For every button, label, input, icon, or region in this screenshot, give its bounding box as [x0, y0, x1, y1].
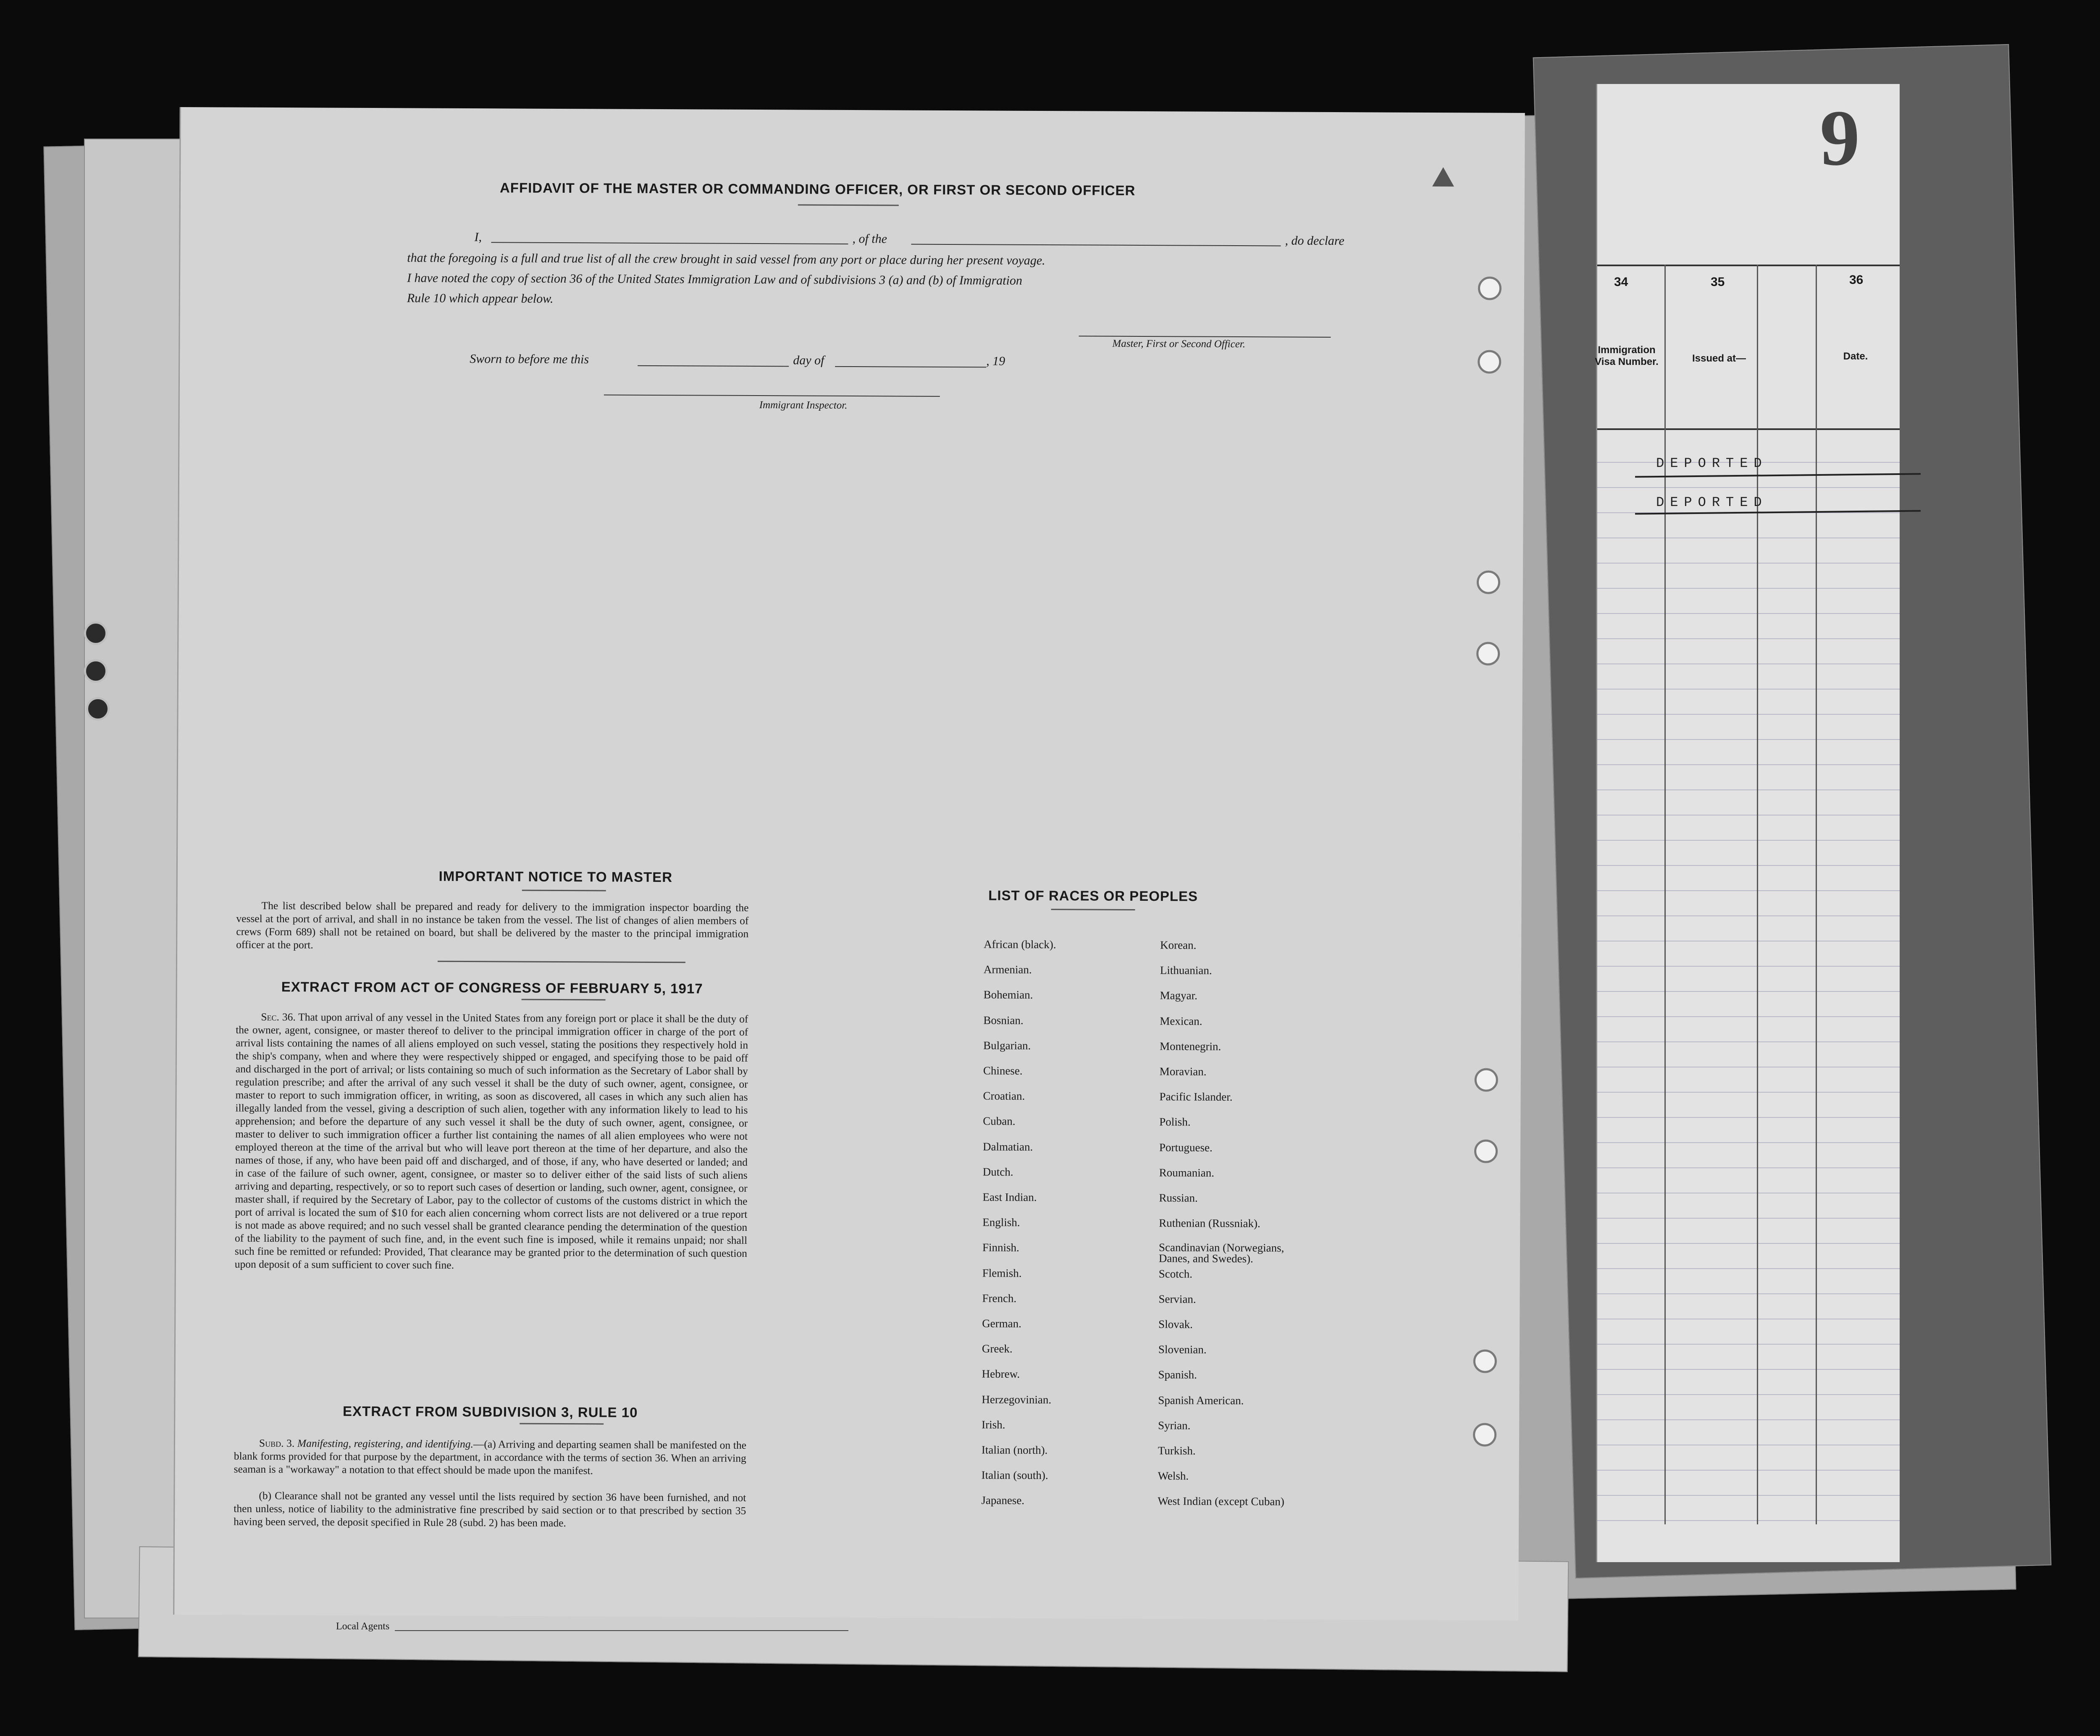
extract-act-lead: Sec. 36.: [261, 1010, 296, 1023]
race-item: Scandinavian (Norwegians, Danes, and Swedes).: [1158, 1241, 1284, 1265]
race-item: Cuban.: [983, 1115, 1016, 1128]
page-number: 9: [1820, 94, 1860, 182]
race-item: Montenegrin.: [1160, 1040, 1221, 1053]
race-item: Dutch.: [982, 1165, 1013, 1178]
punch-hole: [1476, 642, 1500, 666]
extract-act-rule: [522, 999, 606, 1001]
race-item: Welsh.: [1158, 1469, 1189, 1482]
extract-rule-body-b: (b) Clearance shall not be granted any vessel until the lists required by section 36 have been furnished, and not then unless, notice of liability to the administrative fine prescribed by said section or to that prescribed by section 35 having been served, the deposit specified in Rule 28 (subd. 2) has been made.: [234, 1489, 746, 1529]
race-item: Dalmatian.: [983, 1140, 1033, 1153]
races-rule: [1051, 909, 1135, 910]
punch-hole: [1478, 277, 1502, 300]
race-item: Croatian.: [983, 1089, 1025, 1103]
race-item: Bosnian.: [983, 1013, 1024, 1027]
punch-hole: [1473, 1349, 1497, 1373]
affidavit-blank-vessel: [911, 244, 1281, 247]
punch-hole: [84, 659, 108, 683]
punch-hole: [1475, 1068, 1498, 1092]
signature-label: Master, First or Second Officer.: [1112, 338, 1246, 350]
race-item: Japanese.: [981, 1494, 1025, 1507]
notice-bottom-rule: [438, 961, 685, 963]
sworn-blank-day: [638, 365, 789, 367]
extract-act-title: EXTRACT FROM ACT OF CONGRESS OF FEBRUARY 5, 1917: [281, 979, 703, 996]
deported-stamp: DEPORTED: [1656, 456, 1768, 471]
punch-hole: [86, 697, 110, 721]
race-item: Pacific Islander.: [1159, 1090, 1233, 1104]
col-head-visa-number: Immigration Visa Number.: [1595, 344, 1659, 367]
col-number-34: 34: [1614, 275, 1628, 289]
sworn-prefix: Sworn to before me this: [470, 352, 589, 367]
race-item: Spanish American.: [1158, 1393, 1244, 1407]
race-item: English.: [982, 1216, 1020, 1229]
notice-body: The list described below shall be prepared and ready for delivery to the immigration inspector boarding the vessel at the port of arrival, and shall in no instance be taken from the vessel. The list of changes of alien members of crews (Form 689) shall not be retained on board, but shall be delivered by the master to the principal immigration officer at the port.: [236, 899, 749, 951]
affidavit-line-4: Rule 10 which appear below.: [407, 291, 554, 306]
race-item: Polish.: [1159, 1115, 1191, 1128]
punch-hole: [1474, 1140, 1498, 1163]
race-item: Ruthenian (Russniak).: [1159, 1217, 1260, 1230]
deported-stamp: DEPORTED: [1656, 495, 1768, 510]
column-divider: [1757, 265, 1758, 1524]
local-agents-label: Local Agents: [336, 1621, 390, 1632]
race-item: Syrian.: [1158, 1419, 1191, 1432]
affidavit-blank-name: [491, 242, 848, 244]
race-item: Herzegovinian.: [982, 1392, 1052, 1406]
race-item: Russian.: [1159, 1191, 1198, 1204]
punch-hole: [1473, 1423, 1496, 1446]
race-item: Italian (north).: [981, 1443, 1048, 1457]
race-item: Bohemian.: [983, 988, 1033, 1002]
local-agents-line: [395, 1630, 848, 1631]
sworn-year: , 19: [986, 354, 1005, 368]
signature-line: [1079, 336, 1331, 338]
race-item: Italian (south).: [981, 1469, 1048, 1482]
extract-rule-title: EXTRACT FROM SUBDIVISION 3, RULE 10: [343, 1403, 638, 1420]
table-header-rule: [1597, 428, 1900, 430]
race-item: Servian.: [1158, 1293, 1196, 1306]
inspector-signature-line: [604, 394, 940, 396]
extract-rule-lead-italic: Manifesting, registering, and identifying.: [297, 1437, 473, 1450]
race-item: Finnish.: [982, 1241, 1019, 1254]
race-item: Flemish.: [982, 1266, 1022, 1280]
affidavit-line-do-declare: , do declare: [1285, 233, 1344, 248]
sworn-blank-month: [835, 366, 986, 368]
race-item: Korean.: [1160, 939, 1197, 952]
race-item: Slovak.: [1158, 1318, 1193, 1331]
race-item: Irish.: [982, 1418, 1005, 1431]
punch-hole: [1478, 350, 1501, 374]
column-divider: [1816, 265, 1817, 1524]
race-item: Magyar.: [1160, 989, 1197, 1002]
race-item: Spanish.: [1158, 1368, 1197, 1382]
race-item: Armenian.: [983, 963, 1032, 976]
right-form-sheet: [1596, 84, 1900, 1562]
race-item: West Indian (except Cuban): [1158, 1495, 1284, 1508]
inspector-label: Immigrant Inspector.: [759, 399, 848, 411]
punch-hole: [1477, 571, 1500, 594]
form-page: [173, 107, 1525, 1621]
table-header-rule: [1597, 265, 1900, 266]
race-item: Roumanian.: [1159, 1166, 1215, 1179]
race-item: Slovenian.: [1158, 1343, 1207, 1356]
col-head-issued-at: Issued at—: [1692, 353, 1746, 364]
race-item: Moravian.: [1159, 1065, 1207, 1078]
race-item: African (black).: [984, 938, 1056, 951]
race-item: East Indian.: [982, 1191, 1037, 1204]
race-item: Lithuanian.: [1160, 964, 1212, 977]
title-rule: [798, 204, 899, 206]
col-number-35: 35: [1711, 275, 1725, 289]
affidavit-line-3: I have noted the copy of section 36 of the United States Immigration Law and of subdivisions 3 (a) and (b) of Immigration: [407, 271, 1022, 288]
race-item: Bulgarian.: [983, 1039, 1031, 1052]
extract-act-text: That upon arrival of any vessel in the United States from any foreign port or place it shall be the duty of the owner, agent, consignee, or master thereof to deliver to the principal immigration officer in charge of the port of arrival lists containing the names of all aliens employed on such vessel, stating the positions they respectively hold in the ship's company, when and where they were respectively shipped or engaged, and specifying those to be paid off and discharged in the port of arrival; or lists containing so much of such information as the Secretary of Labor shall by regulation prescribe; and after the arrival of any such vessel it shall be the duty of such owner, agent, consignee, or master to report to such immigration officer, in writing, as soon as discovered, all cases in which any such alien has illegally landed from the vessel, giving a description of such alien, together with any information likely to lead to his apprehension; and before the departure of any such vessel it shall be the duty of such owner, agent, consignee, or master to deliver to such immigration officer a further list containing the names of all alien employees who were not employed thereon at the time of the arrival but who will leave port thereon at the time of her departure, and also the names of those, if any, who have been paid off and discharged, and of those, if any, who have deserted or landed; and in case of the failure of such owner, agent, consignee, or master so to deliver either of the said lists of such aliens arriving and departing, respectively, or so to report such cases of desertion or landing, such owner, agent, consignee, or master shall, if required by the Secretary of Labor, pay to the collector of customs of the customs district in which the port of arrival is located the sum of $10 for each alien concerning whom correct lists are not delivered or a true report is not made as above required; and no such vessel shall be granted clearance pending the determination of the question of the liability to the payment of such fine, and, in the event such fine is imposed, while it remains unpaid; nor shall such fine be remitted or refunded: Provided, That clearance may be granted prior to the determination of such question upon deposit of a sum sufficient to cover such fine.: [234, 1011, 748, 1271]
races-title: LIST OF RACES OR PEOPLES: [988, 887, 1198, 904]
race-item: Chinese.: [983, 1064, 1023, 1077]
col-number-36: 36: [1849, 273, 1864, 287]
extract-rule-lead: Subd. 3.: [259, 1437, 295, 1450]
race-item: Greek.: [982, 1342, 1013, 1355]
affidavit-line-i: I,: [474, 230, 482, 244]
extract-rule-text-a: —(a) Arriving and departing seamen shall be manifested on the blank forms provided for that purpose by the department, in accordance with the terms of section 36. When an arriving seaman is a "workaway" a notation to that effect should be made upon the manifest.: [234, 1438, 747, 1477]
extract-rule-body-a: [234, 1437, 746, 1478]
column-divider: [1664, 265, 1666, 1524]
race-item: Mexican.: [1160, 1014, 1202, 1028]
race-item: Portuguese.: [1159, 1141, 1213, 1154]
extract-rule-rule: [520, 1423, 604, 1425]
extract-act-body: [235, 1010, 748, 1273]
notice-rule: [522, 890, 606, 892]
col-head-date: Date.: [1843, 351, 1868, 362]
race-item: Hebrew.: [982, 1367, 1020, 1381]
affidavit-title: AFFIDAVIT OF THE MASTER OR COMMANDING OFFICER, OR FIRST OR SECOND OFFICER: [499, 180, 1136, 198]
punch-hole: [84, 621, 108, 645]
race-item: French.: [982, 1292, 1017, 1305]
affidavit-line-2: that the foregoing is a full and true list of all the crew brought in said vessel from any port or place during her present voyage.: [407, 251, 1045, 268]
deported-underline: [1635, 473, 1921, 477]
sworn-day-of: day of: [793, 353, 824, 367]
affidavit-line-of-the: , of the: [852, 232, 887, 246]
race-item: Turkish.: [1158, 1444, 1196, 1457]
race-item: German.: [982, 1317, 1022, 1330]
triangle-mark: [1432, 167, 1454, 186]
notice-title: IMPORTANT NOTICE TO MASTER: [438, 868, 673, 885]
race-item: Scotch.: [1158, 1267, 1193, 1280]
